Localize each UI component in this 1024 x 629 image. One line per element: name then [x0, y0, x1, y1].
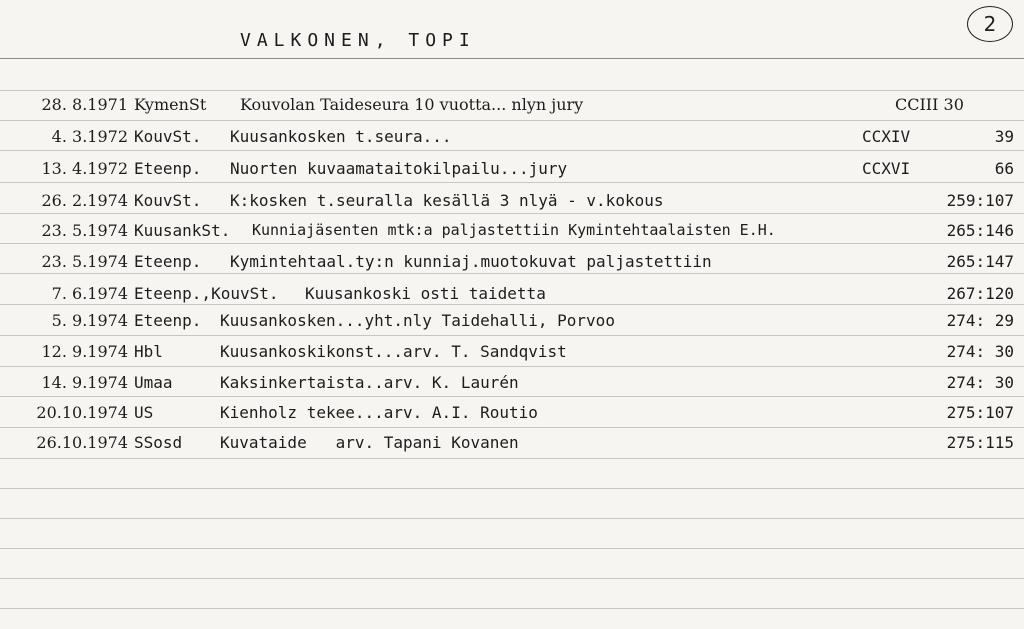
entry-row [0, 373, 1024, 397]
entry-text: Kymintehtaal.ty:n kunniaj.muotokuvat paljastettiin [230, 252, 712, 271]
entry-source: KuusankSt. [134, 221, 231, 240]
card-title: VALKONEN, TOPI [240, 30, 476, 51]
ruled-line [0, 608, 1024, 609]
entry-row [0, 252, 1024, 276]
ruled-line [0, 366, 1024, 367]
header-rule [0, 58, 1024, 59]
entry-date: 26.10.1974 [36, 433, 128, 452]
entry-date: 26. 2.1974 [41, 191, 128, 210]
ruled-line [0, 90, 1024, 91]
entry-text: Kunniajäsenten mtk:a paljastettiin Kymintehtaalaisten E.H. [252, 221, 776, 239]
entry-page: 275:107 [946, 403, 1014, 422]
entry-date: 4. 3.1972 [51, 127, 128, 146]
entry-text: Kuusankoskikonst...arv. T. Sandqvist [220, 342, 567, 361]
ruled-line [0, 578, 1024, 579]
entry-page: 265:147 [946, 252, 1014, 271]
entry-date: 20.10.1974 [36, 403, 128, 422]
entry-source: SSosd [134, 433, 183, 452]
entry-source: Hbl [134, 342, 163, 361]
entry-page: 259:107 [946, 191, 1014, 210]
entry-date: 14. 9.1974 [41, 373, 128, 392]
entry-text: Kuusankosken t.seura... [230, 127, 452, 146]
entry-page: 265:146 [946, 221, 1014, 240]
entry-row [0, 284, 1024, 308]
entry-source: Eteenp. [134, 252, 202, 271]
entry-source: Eteenp.,KouvSt. [134, 284, 279, 303]
entry-text: K:kosken t.seuralla kesällä 3 nlyä - v.kokous [230, 191, 664, 210]
entry-page: 274: 29 [946, 311, 1014, 330]
ruled-line [0, 335, 1024, 336]
entry-ref: CCIII 30 [895, 95, 964, 114]
entry-page: 274: 30 [946, 373, 1014, 392]
entry-text: Kuvataide arv. Tapani Kovanen [220, 433, 519, 452]
entry-row [0, 342, 1024, 366]
entry-text: Kienholz tekee...arv. A.I. Routio [220, 403, 538, 422]
entry-ref: CCXIV [862, 127, 911, 146]
entry-row [0, 159, 1024, 183]
entry-page: 39 [994, 127, 1014, 146]
entry-row [0, 221, 1024, 245]
entry-row [0, 127, 1024, 151]
ruled-line [0, 548, 1024, 549]
entry-date: 12. 9.1974 [41, 342, 128, 361]
ruled-line [0, 120, 1024, 121]
entry-page: 275:115 [946, 433, 1014, 452]
entry-row [0, 95, 1024, 119]
entry-date: 23. 5.1974 [41, 252, 128, 271]
entry-page: 274: 30 [946, 342, 1014, 361]
ruled-line [0, 458, 1024, 459]
entry-row [0, 403, 1024, 427]
entry-source: Eteenp. [134, 311, 202, 330]
entry-date: 5. 9.1974 [51, 311, 128, 330]
entry-ref: CCXVI [862, 159, 911, 178]
card-number-badge: 2 [967, 6, 1013, 42]
entry-source: KouvSt. [134, 127, 202, 146]
entry-source: US [134, 403, 154, 422]
entry-page: 66 [994, 159, 1014, 178]
entry-text: Kouvolan Taideseura 10 vuotta... nlyn jury [240, 95, 584, 114]
ruled-line [0, 518, 1024, 519]
entry-text: Nuorten kuvaamataitokilpailu...jury [230, 159, 568, 178]
entry-text: Kaksinkertaista..arv. K. Laurén [220, 373, 519, 392]
entry-row [0, 191, 1024, 215]
entry-text: Kuusankosken...yht.nly Taidehalli, Porvoo [220, 311, 615, 330]
ruled-line [0, 488, 1024, 489]
entry-date: 23. 5.1974 [41, 221, 128, 240]
ruled-line [0, 427, 1024, 428]
entry-source: KymenSt [134, 95, 207, 114]
entry-source: Eteenp. [134, 159, 202, 178]
entry-row [0, 311, 1024, 335]
entry-source: KouvSt. [134, 191, 202, 210]
entry-date: 28. 8.1971 [41, 95, 128, 114]
entry-date: 13. 4.1972 [41, 159, 128, 178]
entry-source: Umaa [134, 373, 173, 392]
entry-page: 267:120 [946, 284, 1014, 303]
entry-date: 7. 6.1974 [51, 284, 128, 303]
entry-row [0, 433, 1024, 457]
entry-text: Kuusankoski osti taidetta [305, 284, 546, 303]
